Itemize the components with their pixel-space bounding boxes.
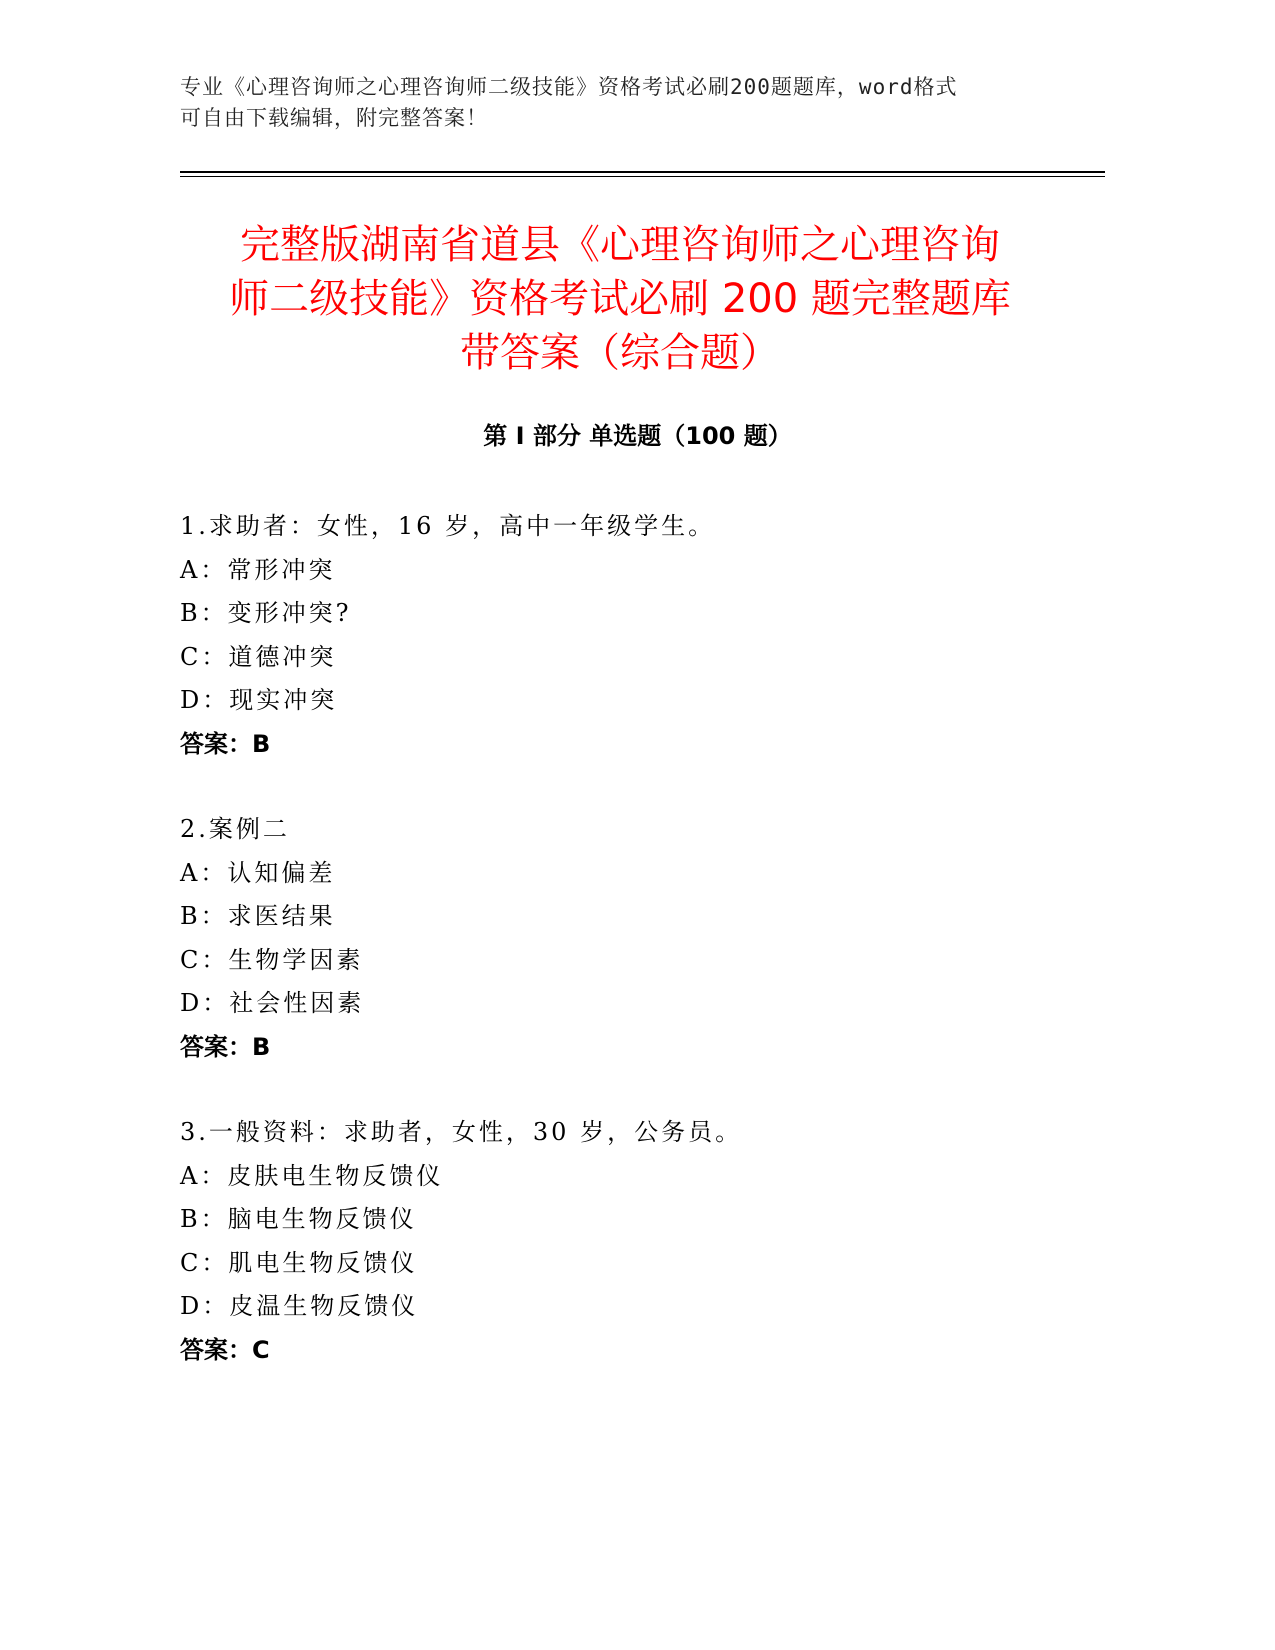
option-c: C：道德冲突 [180, 642, 337, 671]
question-stem: 2.案例二 [180, 815, 290, 843]
question-item [180, 505, 1100, 766]
option-d: D：现实冲突 [180, 686, 338, 714]
option-c: C：肌电生物反馈仪 [180, 1248, 418, 1277]
option-a: A：认知偏差 [180, 858, 336, 887]
option-a: A：皮肤电生物反馈仪 [180, 1161, 444, 1190]
option-b: B：求医结果 [180, 902, 336, 930]
document-title-line-2: 师二级技能》资格考试必刷 200 题完整题库 [229, 276, 1011, 322]
header-divider-thick [180, 171, 1105, 173]
header-note-line-2: 可自由下载编辑，附完整答案！ [180, 106, 488, 130]
question-item [180, 808, 1100, 1069]
header-note [180, 72, 1040, 134]
question-stem: 3.一般资料：求助者，女性，30 岁，公务员。 [180, 1118, 743, 1146]
answer-label: 答案：C [180, 1335, 270, 1364]
option-c: C：生物学因素 [180, 945, 364, 974]
section-heading: 第 I 部分 单选题（100 题） [483, 422, 792, 450]
option-d: D：社会性因素 [180, 989, 365, 1017]
option-d: D：皮温生物反馈仪 [180, 1292, 419, 1320]
document-title [180, 218, 1060, 380]
question-stem: 1.求助者：女性，16 岁，高中一年级学生。 [180, 512, 716, 540]
question-item [180, 1111, 1100, 1372]
option-a: A：常形冲突 [180, 555, 336, 584]
question-list [180, 505, 1100, 1414]
document-title-line-1: 完整版湖南省道县《心理咨询师之心理咨询 [240, 222, 1000, 268]
header-note-line-1: 专业《心理咨询师之心理咨询师二级技能》资格考试必刷200题题库，word格式 [180, 75, 958, 99]
option-b: B：脑电生物反馈仪 [180, 1205, 417, 1233]
answer-label: 答案：B [180, 729, 271, 758]
option-b: B：变形冲突? [180, 599, 352, 627]
document-title-line-3: 带答案（综合题） [460, 330, 780, 376]
header-divider-thin [180, 176, 1105, 177]
answer-label: 答案：B [180, 1032, 271, 1061]
